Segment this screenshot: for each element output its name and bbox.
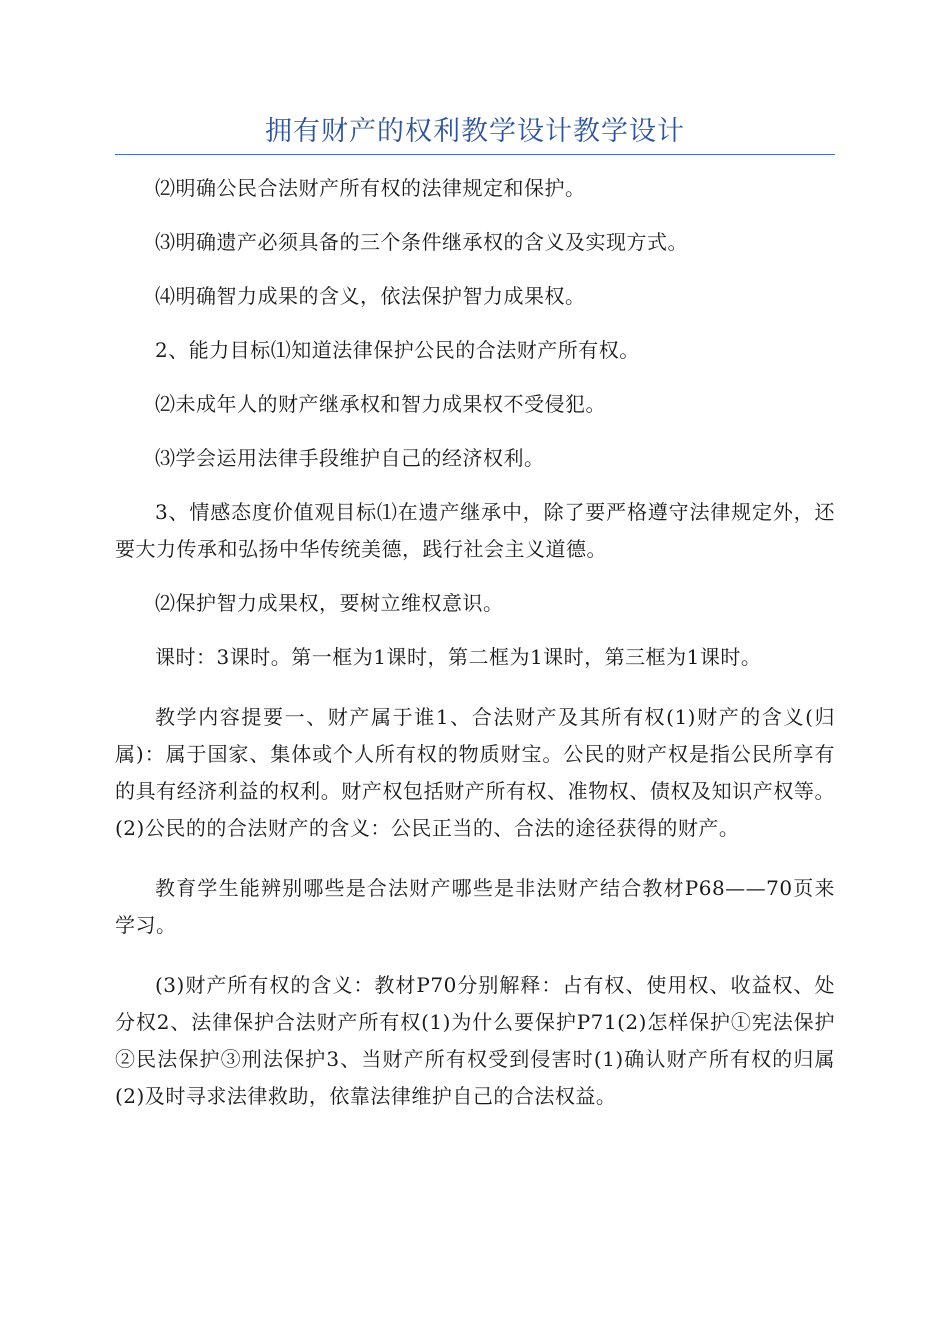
paragraph: ⑷明确智力成果的含义，依法保护智力成果权。 xyxy=(155,284,586,308)
paragraph: (3)财产所有权的含义：教材P70分别解释：占有权、使用权、收益权、处分权2、法律保护合法财产所有权(1)为什么要保护P71(2)怎样保护①宪法保护②民法保护③刑法保护3、当财产所有权受到侵害时(1)确认财产所有权的归属(2)及时寻求法律救助，依靠法律维护自己的合法权益。 xyxy=(115,973,835,1108)
paragraph: ⑵明确公民合法财产所有权的法律规定和保护。 xyxy=(155,176,586,200)
title-underline xyxy=(115,154,835,155)
paragraph: 3、情感态度价值观目标⑴在遗产继承中，除了要严格遵守法律规定外，还要大力传承和弘扬中华传统美德，践行社会主义道德。 xyxy=(115,500,835,561)
paragraph: ⑵未成年人的财产继承权和智力成果权不受侵犯。 xyxy=(155,392,606,416)
paragraph: 课时：3课时。第一框为1课时，第二框为1课时，第三框为1课时。 xyxy=(155,645,762,669)
paragraph: ⑵保护智力成果权，要树立维权意识。 xyxy=(155,591,504,615)
paragraph: ⑶学会运用法律手段维护自己的经济权利。 xyxy=(155,446,545,470)
paragraph: 教育学生能辨别哪些是合法财产哪些是非法财产结合教材P68——70页来学习。 xyxy=(115,876,835,937)
document-body xyxy=(115,170,835,1115)
paragraph: 教学内容提要一、财产属于谁1、合法财产及其所有权(1)财产的含义(归属)：属于国家、集体或个人所有权的物质财宝。公民的财产权是指公民所享有的具有经济利益的权利。财产权包括财产所有权、准物权、债权及知识产权等。(2)公民的的合法财产的含义：公民正当的、合法的途径获得的财产。 xyxy=(115,705,835,840)
document-title: 拥有财产的权利教学设计教学设计 xyxy=(265,116,685,147)
paragraph: ⑶明确遗产必须具备的三个条件继承权的含义及实现方式。 xyxy=(155,230,688,254)
paragraph: 2、能力目标⑴知道法律保护公民的合法财产所有权。 xyxy=(155,338,640,362)
